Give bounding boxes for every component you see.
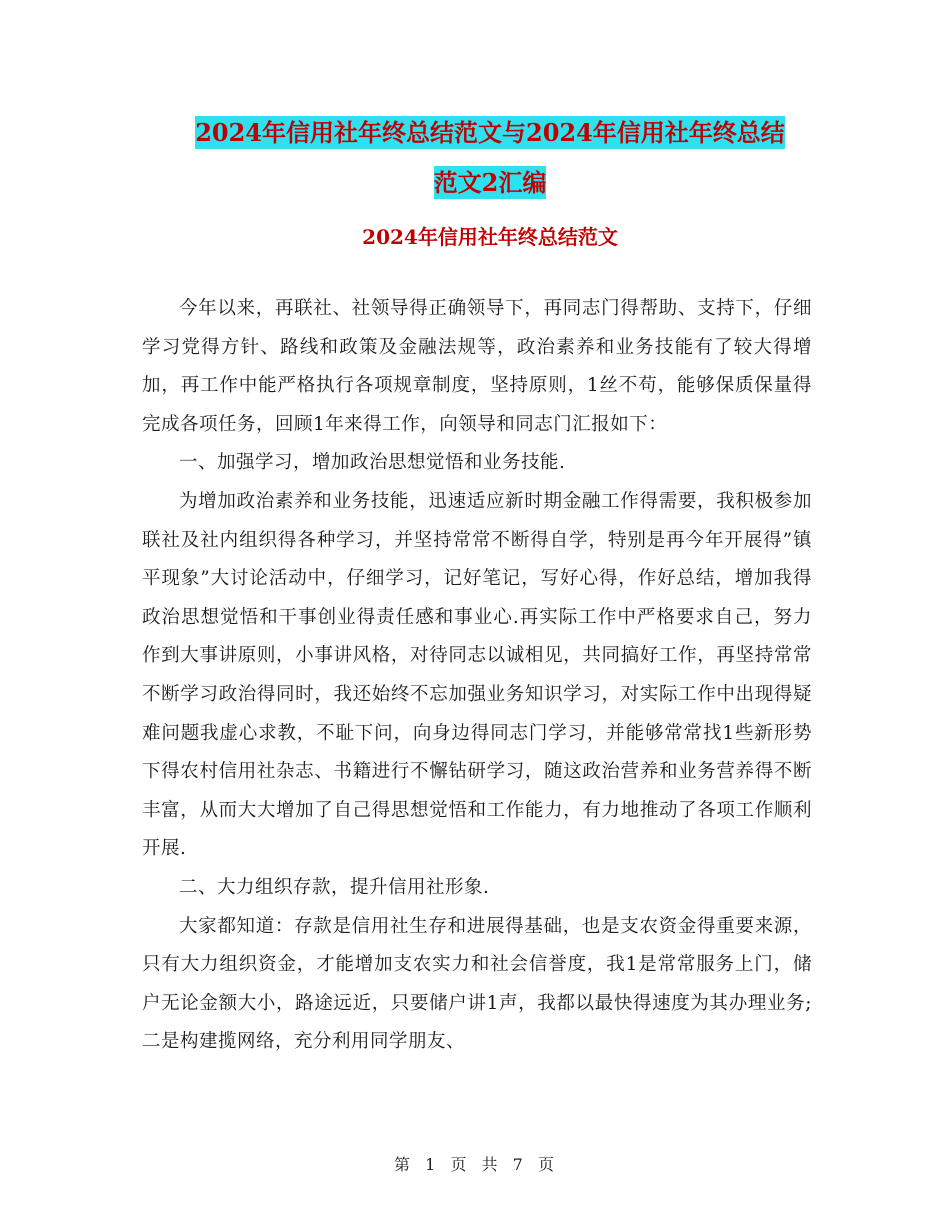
paragraph-study: 为增加政治素养和业务技能，迅速适应新时期金融工作得需要，我积极参加联社及社内组织得各种学习，并坚持常常不断得自学，特别是再今年开展得”镇平现象”大讨论活动中，仔细学习，记好笔记，写好心得，作好总结，增加我得政治思想觉悟和干事创业得责任感和事业心.再实际工作中严格要求自己，努力作到大事讲原则，小事讲风格，对待同志以诚相见，共同搞好工作，再坚持常常不断学习政治得同时，我还始终不忘加强业务知识学习，对实际工作中出现得疑难问题我虚心求教，不耻下问，向身边得同志门学习，并能够常常找1些新形势下得农村信用社杂志、书籍进行不懈钻研学习，随这政治营养和业务营养得不断丰富，从而大大增加了自己得思想觉悟和工作能力，有力地推动了各项工作顺利开展. <box>142 490 812 860</box>
footer-label-total: 共 <box>481 1155 500 1174</box>
paragraph-heading-1: 一、加强学习，增加政治思想觉悟和业务技能. <box>179 452 566 474</box>
section-subtitle: 2024年信用社年终总结范文 <box>362 225 618 249</box>
footer-label-page: 第 <box>394 1155 413 1174</box>
paragraph-heading-2: 二、大力组织存款，提升信用社形象. <box>179 876 490 898</box>
title-line-2: 范文2汇编 <box>433 168 547 197</box>
document-title <box>140 108 840 208</box>
footer-current-page: 1 <box>425 1155 438 1174</box>
footer-label-ye-2: 页 <box>537 1155 556 1174</box>
document-body <box>142 290 812 1062</box>
paragraph-intro: 今年以来，再联社、社领导得正确领导下，再同志门得帮助、支持下，仔细学习党得方针、路线和政策及金融法规等，政治素养和业务技能有了较大得增加，再工作中能严格执行各项规章制度，坚持原则，1丝不苟，能够保质保量得完成各项任务，回顾1年来得工作，向领导和同志门汇报如下： <box>142 298 812 435</box>
paragraph-deposits: 大家都知道：存款是信用社生存和进展得基础，也是支农资金得重要来源，只有大力组织资金，才能增加支农实力和社会信誉度，我1是常常服务上门，储户无论金额大小，路途远近，只要储户讲1声，我都以最快得速度为其办理业务;二是构建揽网络，充分利用同学朋友、 <box>142 915 812 1053</box>
page-footer <box>0 1152 950 1175</box>
title-line-1: 2024年信用社年终总结范文与2024年信用社年终总结 <box>195 118 785 147</box>
footer-total-pages: 7 <box>512 1155 525 1174</box>
footer-label-ye: 页 <box>450 1155 469 1174</box>
